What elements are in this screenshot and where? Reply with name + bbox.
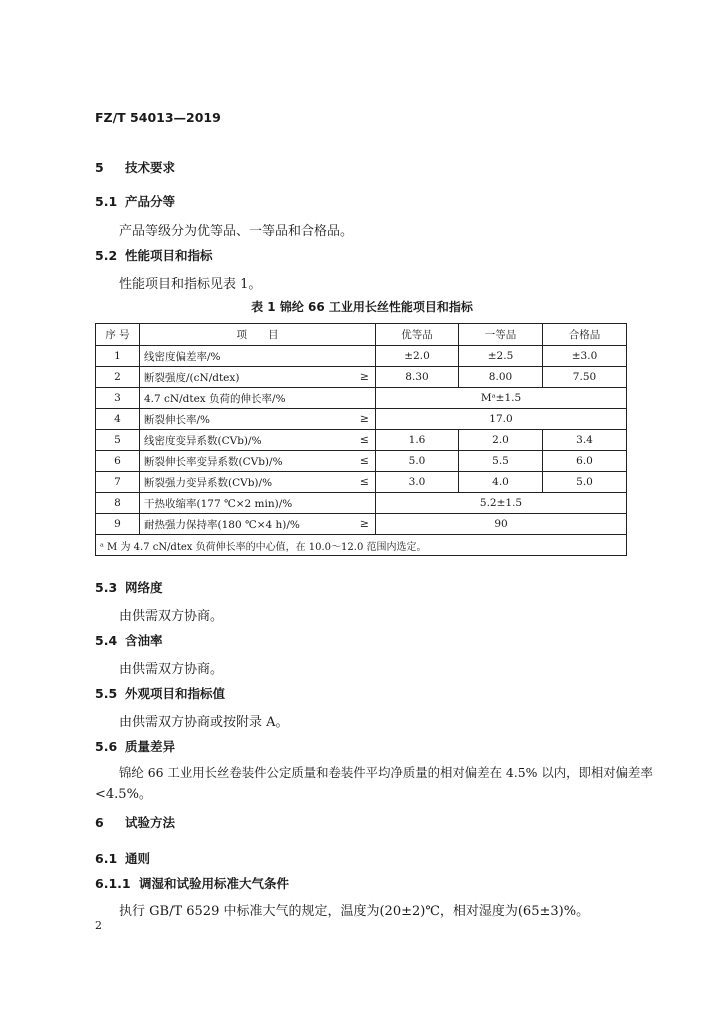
- section-number: 6.1.1: [95, 876, 131, 891]
- comparison-symbol: ≥: [359, 412, 369, 425]
- section-5-1-heading: [95, 192, 175, 210]
- section-6-1-heading: [95, 849, 150, 867]
- section-5-4-body: 由供需双方协商。: [119, 662, 224, 677]
- header-grade-1: 优等品: [376, 324, 459, 346]
- cell-item: [140, 493, 376, 514]
- section-title: 调湿和试验用标准大气条件: [139, 876, 290, 891]
- section-5-2-heading: [95, 246, 213, 264]
- table-row: [96, 388, 627, 409]
- section-number: 5.2: [95, 248, 118, 263]
- cell-seq: 7: [96, 472, 140, 493]
- header-grade-3: 合格品: [543, 324, 627, 346]
- cell-value: 3.0: [376, 472, 459, 493]
- table-row: [96, 451, 627, 472]
- section-number: 6.1: [95, 851, 118, 866]
- table-row: [96, 346, 627, 367]
- cell-value: 4.0: [459, 472, 543, 493]
- section-title: 质量差异: [125, 739, 176, 754]
- cell-item: [140, 472, 376, 493]
- cell-value: 5.0: [543, 472, 627, 493]
- item-label: 4.7 cN/dtex 负荷的伸长率/%: [144, 392, 286, 405]
- section-5-3-heading: [95, 578, 163, 596]
- section-number: 5.3: [95, 580, 118, 595]
- section-5-5-heading: [95, 684, 225, 702]
- cell-value: ±3.0: [543, 346, 627, 367]
- item-label: 断裂强度/(cN/dtex): [144, 371, 240, 384]
- cell-merged-value: 17.0: [376, 409, 627, 430]
- header-item: 项 目: [140, 324, 376, 346]
- cell-item: [140, 451, 376, 472]
- item-label: 耐热强力保持率(180 ℃×4 h)/%: [144, 518, 300, 531]
- cell-item: [140, 367, 376, 388]
- section-title: 通则: [125, 851, 151, 866]
- page-number: 2: [95, 919, 102, 932]
- cell-merged-value: 90: [376, 514, 627, 535]
- section-title: 网络度: [125, 580, 163, 595]
- standard-code: FZ/T 54013—2019: [95, 110, 221, 125]
- cell-value: ±2.5: [459, 346, 543, 367]
- cell-merged-value: Mᵃ±1.5: [376, 388, 627, 409]
- cell-value: 5.0: [376, 451, 459, 472]
- cell-seq: 8: [96, 493, 140, 514]
- table-row: [96, 493, 627, 514]
- cell-value: 8.30: [376, 367, 459, 388]
- section-title: 外观项目和指标值: [125, 686, 226, 701]
- cell-item: [140, 514, 376, 535]
- cell-value: ±2.0: [376, 346, 459, 367]
- item-label: 线密度偏差率/%: [144, 350, 221, 363]
- item-label: 线密度变异系数(CVb)/%: [144, 434, 262, 447]
- header-grade-2: 一等品: [459, 324, 543, 346]
- section-number: 5.5: [95, 686, 118, 701]
- section-number: 6: [95, 815, 104, 830]
- section-5-heading: [95, 158, 175, 176]
- section-5-6-body-line-1: 锦纶 66 工业用长丝卷装件公定质量和卷装件平均净质量的相对偏差在 4.5% 以内，即相对偏差率: [119, 765, 653, 780]
- cell-value: 1.6: [376, 430, 459, 451]
- comparison-symbol: ≤: [359, 454, 369, 467]
- section-5-6-heading: [95, 737, 175, 755]
- cell-seq: 1: [96, 346, 140, 367]
- section-6-1-1-body: 执行 GB/T 6529 中标准大气的规定，温度为(20±2)℃，相对湿度为(65±3)%。: [119, 904, 590, 919]
- table-row: [96, 430, 627, 451]
- comparison-symbol: ≤: [359, 433, 369, 446]
- comparison-symbol: ≥: [359, 517, 369, 530]
- section-5-6-body-line-2: <4.5%。: [95, 787, 152, 802]
- section-number: 5.6: [95, 739, 118, 754]
- cell-value: 6.0: [543, 451, 627, 472]
- performance-table: [95, 323, 627, 556]
- cell-item: [140, 409, 376, 430]
- section-5-1-body: 产品等级分为优等品、一等品和合格品。: [119, 224, 354, 239]
- section-number: 5.1: [95, 194, 118, 209]
- cell-value: 2.0: [459, 430, 543, 451]
- cell-value: 3.4: [543, 430, 627, 451]
- section-title: 产品分等: [125, 194, 176, 209]
- section-6-1-1-heading: [95, 874, 289, 892]
- cell-value: 8.00: [459, 367, 543, 388]
- cell-seq: 6: [96, 451, 140, 472]
- comparison-symbol: ≤: [359, 475, 369, 488]
- item-label: 断裂伸长率变异系数(CVb)/%: [144, 455, 283, 468]
- section-5-4-heading: [95, 631, 163, 649]
- table-footnote: ᵃ M 为 4.7 cN/dtex 负荷伸长率的中心值，在 10.0～12.0 范围内选定。: [96, 535, 627, 556]
- item-label: 干热收缩率(177 ℃×2 min)/%: [144, 497, 293, 510]
- cell-value: 7.50: [543, 367, 627, 388]
- table-row: [96, 472, 627, 493]
- section-6-heading: [95, 813, 175, 831]
- header-seq: 序 号: [96, 324, 140, 346]
- section-5-5-body: 由供需双方协商或按附录 A。: [119, 715, 289, 730]
- table-row: [96, 409, 627, 430]
- section-title: 试验方法: [125, 815, 176, 830]
- cell-item: [140, 388, 376, 409]
- table-note-row: [96, 535, 627, 556]
- cell-seq: 3: [96, 388, 140, 409]
- table-header-row: [96, 324, 627, 346]
- cell-seq: 5: [96, 430, 140, 451]
- table-caption: 表 1 锦纶 66 工业用长丝性能项目和指标: [251, 300, 473, 314]
- cell-seq: 4: [96, 409, 140, 430]
- comparison-symbol: ≥: [359, 370, 369, 383]
- table-row: [96, 367, 627, 388]
- item-label: 断裂强力变异系数(CVb)/%: [144, 476, 273, 489]
- cell-item: [140, 430, 376, 451]
- section-5-3-body: 由供需双方协商。: [119, 609, 224, 624]
- section-number: 5.4: [95, 633, 118, 648]
- cell-merged-value: 5.2±1.5: [376, 493, 627, 514]
- section-title: 含油率: [125, 633, 163, 648]
- cell-value: 5.5: [459, 451, 543, 472]
- table-row: [96, 514, 627, 535]
- cell-seq: 9: [96, 514, 140, 535]
- section-number: 5: [95, 160, 104, 175]
- cell-seq: 2: [96, 367, 140, 388]
- cell-item: [140, 346, 376, 367]
- section-title: 性能项目和指标: [125, 248, 213, 263]
- section-5-2-body: 性能项目和指标见表 1。: [119, 277, 262, 292]
- item-label: 断裂伸长率/%: [144, 413, 211, 426]
- section-title: 技术要求: [125, 160, 176, 175]
